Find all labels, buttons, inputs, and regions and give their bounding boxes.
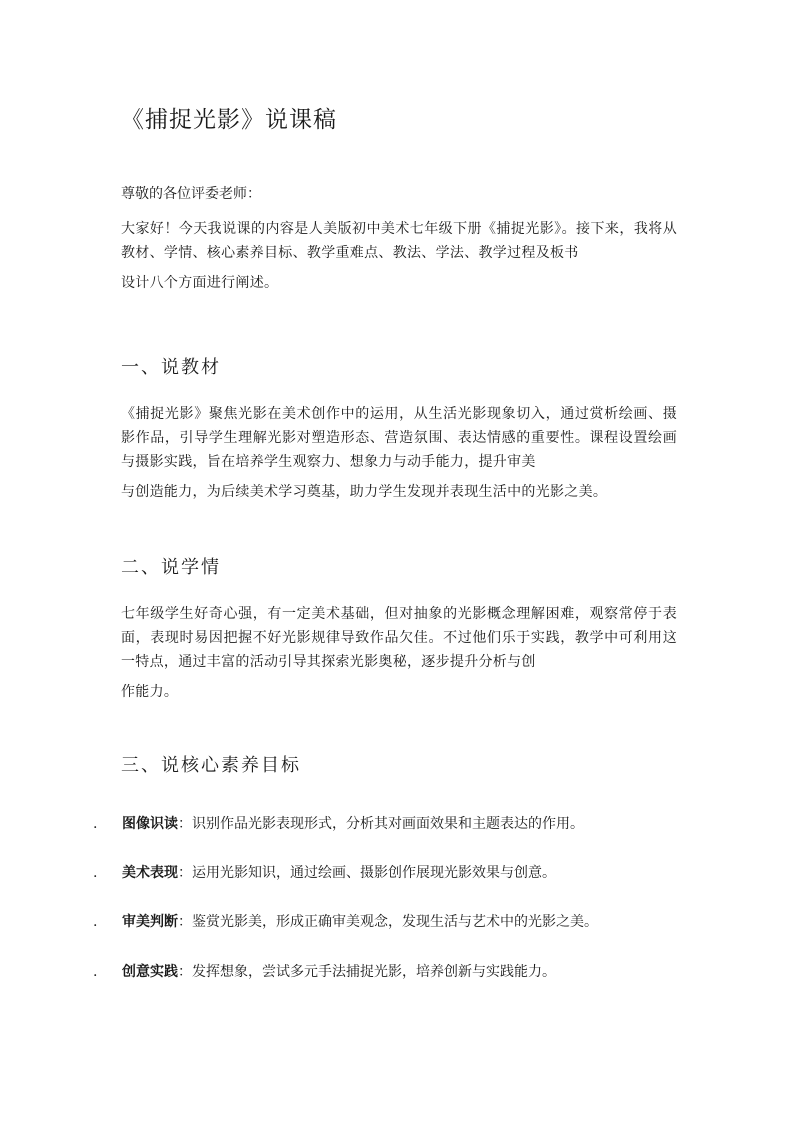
goal-item <box>93 911 598 931</box>
students-text: 七年级学生好奇心强，有一定美术基础，但对抽象的光影概念理解困难，观察常停于表面，表现时易因把握不好光影规律导致作品欠佳。不过他们乐于实践，教学中可利用这一特点，通过丰富的活动引导其探索光影奥秘，逐步提升分析与创 <box>121 606 677 670</box>
goal-item <box>93 862 556 882</box>
goal-term: 创意实践 <box>122 964 178 980</box>
students-text-last: 作能力。 <box>121 684 179 700</box>
goal-text: ：识别作品光影表现形式，分析其对画面效果和主题表达的作用。 <box>178 816 584 832</box>
goal-term: 图像识读 <box>122 816 178 832</box>
bullet-dot: . <box>93 914 98 930</box>
intro-paragraph <box>121 217 677 295</box>
section-heading-core-goals: 三、说核心素养目标 <box>121 755 301 776</box>
section-heading-textbook: 一、说教材 <box>121 357 221 378</box>
document-title: 《捕捉光影》说课稿 <box>121 107 337 133</box>
goal-text: ：运用光影知识，通过绘画、摄影创作展现光影效果与创意。 <box>178 865 556 881</box>
salutation: 尊敬的各位评委老师： <box>121 186 261 202</box>
bullet-dot: . <box>93 865 98 881</box>
bullet-dot: . <box>93 816 98 832</box>
intro-text-last: 设计八个方面进行阐述。 <box>121 275 279 291</box>
bullet-dot: . <box>93 964 98 980</box>
goal-text: ：发挥想象，尝试多元手法捕捉光影，培养创新与实践能力。 <box>178 964 556 980</box>
section-heading-students: 二、说学情 <box>121 557 221 578</box>
textbook-text-last: 与创造能力，为后续美术学习奠基，助力学生发现并表现生活中的光影之美。 <box>121 484 608 500</box>
goal-term: 美术表现 <box>122 865 178 881</box>
goal-text: ：鉴赏光影美，形成正确审美观念，发现生活与艺术中的光影之美。 <box>178 914 598 930</box>
goal-item <box>93 813 584 833</box>
textbook-paragraph <box>121 402 677 504</box>
goal-term: 审美判断 <box>122 914 178 930</box>
students-paragraph <box>121 602 677 704</box>
textbook-text: 《捕捉光影》聚焦光影在美术创作中的运用，从生活光影现象切入，通过赏析绘画、摄影作品，引导学生理解光影对塑造形态、营造氛围、表达情感的重要性。课程设置绘画与摄影实践，旨在培养学生观察力、想象力与动手能力，提升审美 <box>121 406 677 470</box>
intro-text: 大家好！今天我说课的内容是人美版初中美术七年级下册《捕捉光影》。接下来，我将从教材、学情、核心素养目标、教学重难点、教法、学法、教学过程及板书 <box>121 221 677 261</box>
goal-item <box>93 961 556 981</box>
